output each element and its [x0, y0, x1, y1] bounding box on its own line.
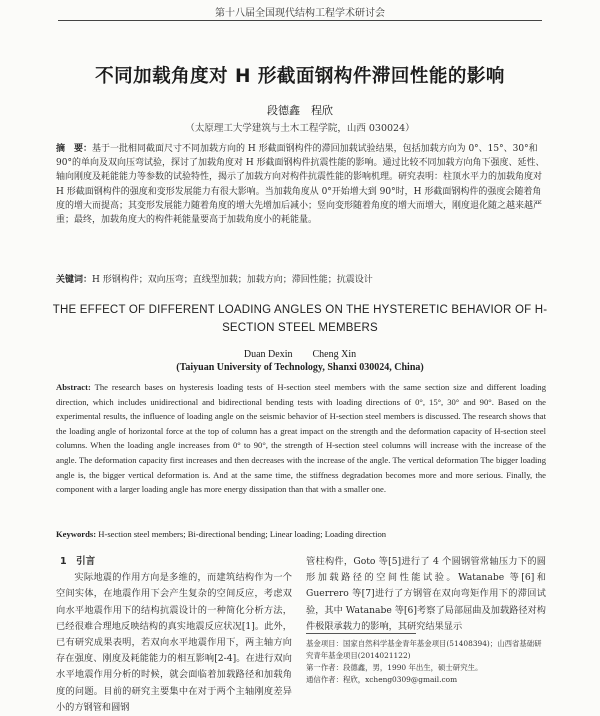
- english-abstract-text: The research bases on hysteresis loading tests of H-section steel members with the same section size and different loading direction, which includes unidirectional and bidirectional bending tests with loading directions of 0°, 15°, 30° and 90°. Based on the experimental results, the influence of loading angle on the seismic behavior of H-section steel members is discussed. The research shows that the loading angle of horizontal force at the top of column has a great impact on the strength and the deformation capacity of H-section steel columns. When the loading angle increases from 0° to 90°, the strength of H-section steel columns will increase with the increase of the angle. The deformation capacity first increases and then decreases with the increase of the angle. The vertical deformation The bigger loading angle is, the bigger vertical deformation is. And at the same time, the stiffness degradation becomes more and more serious. Finally, the component with a larger loading angle has more energy dissipation than that with a smaller one.: [56, 382, 546, 495]
- chinese-keywords-text: H 形钢构件；双向压弯；直线型加载；加载方向；滞回性能；抗震设计: [92, 275, 373, 285]
- english-keywords-label: Keywords:: [56, 529, 97, 539]
- chinese-title: 不同加载角度对 H 形截面钢构件滞回性能的影响: [95, 66, 505, 87]
- chinese-affiliation: （太原理工大学建筑与土木工程学院，山西 030024）: [185, 123, 415, 134]
- chinese-abstract-label: 摘 要：: [56, 144, 93, 154]
- english-affiliation: (Taiyuan University of Technology, Shanxi 030024, China): [176, 362, 424, 373]
- body-paragraph-right: 管柱构件，Goto 等[5]进行了 4 个圆钢管常轴压力下的圆形加载路径的空间性能试验。Watanabe 等[6]和 Guerrero 等[7]进行了方钢管在双向弯矩作用下的滞回试验，其中 Watanabe 等[6]考察了局部屈曲及加载路径对构件极限承载力的影响，其研究结果显示: [306, 556, 546, 632]
- body-paragraph-left: 实际地震的作用方向是多维的，而建筑结构作为一个空间实体，在地震作用下会产生复杂的空间反应，考虑双向水平地震作用下的结构抗震设计的一种简化分析方法，已经很难合理地反映结构的真实地震反应状况[1]。此外，已有研究成果表明，若双向水平地震作用下，两主轴方向存在强度、刚度及耗能能力的相互影响[2-4]。在进行双向水平地震作用分析的时候，就会面临着加载路径和加载角度的问题。目前的研究主要集中在对于两个主轴刚度差异小的方钢管和圆钢: [56, 572, 292, 713]
- running-header: 第十八届全国现代结构工程学术研讨会: [215, 8, 385, 19]
- chinese-abstract: [56, 142, 546, 227]
- footnote-funding: 基金项目：国家自然科学基金青年基金项目(51408394)；山西省基础研究青年基金项目(2014021122): [306, 639, 542, 660]
- section-heading: 1 引言: [60, 556, 96, 567]
- footnotes: [306, 638, 546, 686]
- footnote-rule: [306, 633, 416, 634]
- chinese-authors: 段德鑫 程欣: [267, 104, 333, 117]
- english-title: THE EFFECT OF DIFFERENT LOADING ANGLES ON THE HYSTERETIC BEHAVIOR OF H-SECTION STEEL MEMBERS: [52, 304, 548, 334]
- header-rule: [58, 20, 542, 21]
- english-abstract: [56, 380, 546, 497]
- english-authors: Duan Dexin Cheng Xin: [243, 349, 357, 360]
- chinese-keywords: [56, 272, 546, 285]
- footnote-corresponding-author: 通信作者：程欣，xcheng0309@gmail.com: [306, 675, 458, 684]
- english-keywords-text: H-section steel members; Bi-directional bending; Linear loading; Loading direction: [98, 529, 387, 539]
- chinese-keywords-label: 关键词：: [56, 275, 93, 285]
- chinese-abstract-text: 基于一批相同截面尺寸不同加载方向的 H 形截面钢构件的滞回加载试验结果，包括加载方向为 0°、15°、30°和 90°的单向及双向压弯试验，探讨了加载角度对 H 形截面钢构件抗震性能的影响。通过比较不同加载方向角下强度、延性、轴向刚度及耗能能力等参数的试验特性，揭示了加载方向对构件抗震性能的影响机理。研究表明：柱顶水平力的加载角度对 H 形截面钢构件的强度和变形发展能力有很大影响。当加载角度从 0°开始增大到 90°时，H 形截面钢构件的强度会随着角度的增大而提高；其变形发展能力随着角度的增大先增加后减小；竖向变形随着角度的增大而增大，刚度退化随之越来越严重；最终，加载角度大的构件耗能量要高于加载角度小的耗能量。: [56, 144, 545, 226]
- english-keywords: [56, 529, 546, 539]
- footnote-first-author: 第一作者：段德鑫，男，1990 年出生，硕士研究生。: [306, 663, 483, 672]
- body-left-column: [56, 554, 292, 716]
- body-right-column: [306, 554, 546, 635]
- english-abstract-label: Abstract:: [56, 382, 91, 392]
